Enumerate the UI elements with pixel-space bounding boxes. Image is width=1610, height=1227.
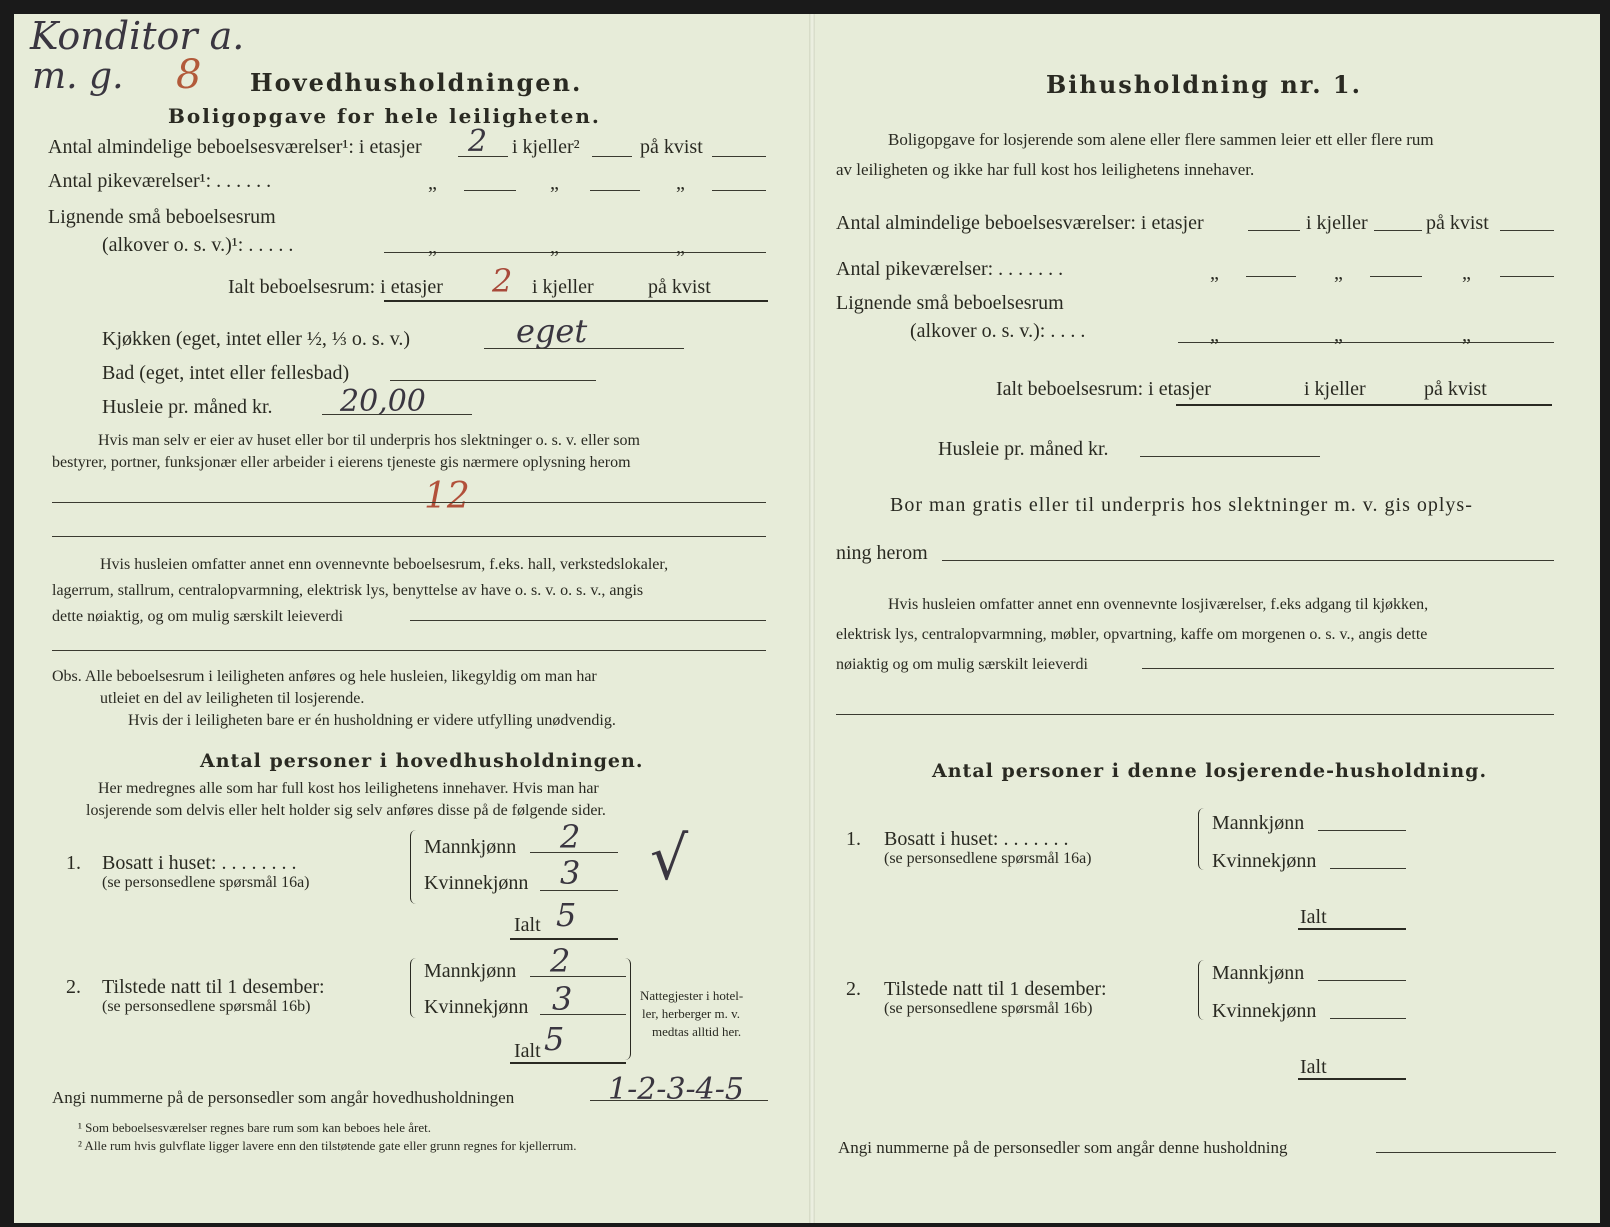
right-intro-a: Boligopgave for losjerende som alene eller flere sammen leier ett eller flere rum bbox=[888, 130, 1434, 149]
quote-mark: „ bbox=[428, 172, 437, 194]
quote-mark: „ bbox=[1334, 262, 1343, 284]
quote-mark: „ bbox=[550, 236, 559, 258]
right-q2-ialt: Ialt bbox=[1300, 1056, 1327, 1078]
quote-mark: „ bbox=[676, 172, 685, 194]
left-q2-mann: Mannkjønn bbox=[424, 960, 517, 982]
left-para1-b: bestyrer, portner, funksjonær eller arbeider i eierens tjeneste gis nærmere oplysning herom bbox=[52, 454, 631, 471]
right-q2-sub: (se personsedlene spørsmål 16b) bbox=[884, 1000, 1093, 1017]
handwritten-kjokken: eget bbox=[516, 312, 588, 350]
right-gratis-a: Bor man gratis eller til underpris hos slektninger m. v. gis oplys- bbox=[890, 494, 1473, 516]
left-row3-label-b: (alkover o. s. v.)¹: . . . . . bbox=[102, 234, 294, 256]
right-para-c: nøiaktig og om mulig særskilt leieverdi bbox=[836, 656, 1088, 673]
handwritten-etasjer: 2 bbox=[468, 124, 488, 159]
left-row1-kjeller: i kjeller² bbox=[512, 136, 580, 158]
right-row2-label: Antal pikeværelser: . . . . . . . bbox=[836, 258, 1064, 280]
right-q1-mann: Mannkjønn bbox=[1212, 812, 1305, 834]
right-row1-kjeller: i kjeller bbox=[1306, 212, 1368, 234]
left-title: Hovedhusholdningen. bbox=[250, 68, 583, 97]
quote-mark: „ bbox=[550, 172, 559, 194]
quote-mark: „ bbox=[1462, 324, 1471, 346]
right-persons-title: Antal personer i denne losjerende-husholdning. bbox=[932, 760, 1488, 782]
q1-number: 1. bbox=[846, 828, 861, 850]
handwritten-nummerne: 1-2-3-4-5 bbox=[608, 1072, 744, 1107]
natt-note-a: Nattegjester i hotel- bbox=[640, 988, 744, 1003]
left-q1-ialt: Ialt bbox=[514, 914, 541, 936]
footnote-1: ¹ Som beboelsesværelser regnes bare rum som kan beboes hele året. bbox=[78, 1120, 431, 1135]
left-para2-c: dette nøiaktig, og om mulig særskilt leieverdi bbox=[52, 608, 344, 625]
husleie-label: Husleie pr. måned kr. bbox=[102, 396, 273, 418]
q2-number: 2. bbox=[846, 978, 861, 1000]
left-ialt-kvist: på kvist bbox=[648, 276, 711, 298]
left-row2-label: Antal pikeværelser¹: . . . . . . bbox=[48, 170, 272, 192]
left-q2-label: Tilstede natt til 1 desember: bbox=[102, 976, 325, 998]
left-q1-kvinne: Kvinnekjønn bbox=[424, 872, 529, 894]
quote-mark: „ bbox=[1334, 324, 1343, 346]
quote-mark: „ bbox=[1210, 324, 1219, 346]
right-q2-kvinne: Kvinnekjønn bbox=[1212, 1000, 1317, 1022]
quote-mark: „ bbox=[1462, 262, 1471, 284]
bad-label: Bad (eget, intet eller fellesbad) bbox=[102, 362, 350, 384]
right-q2-mann: Mannkjønn bbox=[1212, 962, 1305, 984]
right-q2-label: Tilstede natt til 1 desember: bbox=[884, 978, 1107, 1000]
handwritten-bosatt-mann: 2 bbox=[560, 818, 581, 856]
handwritten-tilstede-mann: 2 bbox=[550, 942, 571, 980]
quote-mark: „ bbox=[428, 236, 437, 258]
obs-a: Obs. Alle beboelsesrum i leiligheten anføres og hele husleien, likegyldig om man har bbox=[52, 668, 597, 685]
left-q2-kvinne: Kvinnekjønn bbox=[424, 996, 529, 1018]
left-para2-a: Hvis husleien omfatter annet enn ovennevnte beboelsesrum, f.eks. hall, verkstedslokaler, bbox=[100, 556, 669, 573]
right-q1-ialt: Ialt bbox=[1300, 906, 1327, 928]
right-para-a: Hvis husleien omfatter annet enn ovennevnte losjiværelser, f.eks adgang til kjøkken, bbox=[888, 596, 1429, 613]
handwritten-corner-2: m. g. bbox=[32, 56, 124, 97]
right-row1-label: Antal almindelige beboelsesværelser: i etasjer bbox=[836, 212, 1204, 234]
right-angi: Angi nummerne på de personsedler som angår denne husholdning bbox=[838, 1138, 1288, 1157]
left-ialt-label: Ialt beboelsesrum: i etasjer bbox=[228, 276, 443, 298]
right-gratis-b: ning herom bbox=[836, 542, 928, 564]
natt-note-b: ler, herberger m. v. bbox=[642, 1006, 741, 1021]
obs-b: utleiet en del av leiligheten til losjerende. bbox=[100, 690, 365, 707]
left-row3-label-a: Lignende små beboelsesrum bbox=[48, 206, 276, 228]
left-q2-ialt: Ialt bbox=[514, 1040, 541, 1062]
handwritten-corner-3: 8 bbox=[176, 52, 202, 98]
handwritten-ialt-etasjer: 2 bbox=[492, 262, 513, 300]
right-q1-sub: (se personsedlene spørsmål 16a) bbox=[884, 850, 1092, 867]
right-title: Bihusholdning nr. 1. bbox=[1046, 70, 1362, 99]
left-subtitle: Boligopgave for hele leiligheten. bbox=[168, 104, 601, 128]
quote-mark: „ bbox=[1210, 262, 1219, 284]
quote-mark: „ bbox=[676, 236, 685, 258]
handwritten-note-12: 12 bbox=[424, 476, 470, 517]
left-persons-b: losjerende som delvis eller helt holder sig selv anføres disse på de følgende sider. bbox=[86, 802, 606, 819]
q1-number: 1. bbox=[66, 852, 81, 874]
right-q1-label: Bosatt i huset: . . . . . . . bbox=[884, 828, 1069, 850]
handwritten-corner-1: Konditor a. bbox=[30, 14, 245, 58]
left-ialt-kjeller: i kjeller bbox=[532, 276, 594, 298]
handwritten-bosatt-ialt: 5 bbox=[556, 896, 577, 934]
obs-c: Hvis der i leiligheten bare er én husholdning er videre utfylling unødvendig. bbox=[128, 712, 616, 729]
footnote-2: ² Alle rum hvis gulvflate ligger lavere enn den tilstøtende gate eller grunn regnes for kjellerrum. bbox=[78, 1138, 577, 1153]
left-q2-sub: (se personsedlene spørsmål 16b) bbox=[102, 998, 311, 1015]
right-intro-b: av leiligheten og ikke har full kost hos leilighetens innehaver. bbox=[836, 160, 1255, 179]
right-husleie-label: Husleie pr. måned kr. bbox=[938, 438, 1109, 460]
left-persons-a: Her medregnes alle som har full kost hos leilighetens innehaver. Hvis man har bbox=[98, 780, 599, 797]
page-fold bbox=[809, 14, 815, 1223]
left-q1-label: Bosatt i huset: . . . . . . . . bbox=[102, 852, 297, 874]
handwritten-bosatt-kvinne: 3 bbox=[560, 854, 581, 892]
left-angi: Angi nummerne på de personsedler som angår hovedhusholdningen bbox=[52, 1088, 515, 1107]
q2-number: 2. bbox=[66, 976, 81, 998]
left-persons-title: Antal personer i hovedhusholdningen. bbox=[200, 750, 644, 772]
left-row1-kvist: på kvist bbox=[640, 136, 703, 158]
right-para-b: elektrisk lys, centralopvarmning, møbler, opvartning, kaffe om morgenen o. s. v., angis dette bbox=[836, 626, 1428, 643]
left-row1-label: Antal almindelige beboelsesværelser¹: i etasjer bbox=[48, 136, 422, 158]
right-ialt-kjeller: i kjeller bbox=[1304, 378, 1366, 400]
kjokken-label: Kjøkken (eget, intet eller ½, ⅓ o. s. v.) bbox=[102, 328, 411, 350]
handwritten-check: √ bbox=[650, 824, 689, 894]
right-ialt-kvist: på kvist bbox=[1424, 378, 1487, 400]
left-q1-mann: Mannkjønn bbox=[424, 836, 517, 858]
left-q1-sub: (se personsedlene spørsmål 16a) bbox=[102, 874, 310, 891]
right-row1-kvist: på kvist bbox=[1426, 212, 1489, 234]
natt-note-c: medtas alltid her. bbox=[652, 1024, 742, 1039]
handwritten-tilstede-kvinne: 3 bbox=[552, 980, 573, 1018]
handwritten-husleie: 20,00 bbox=[340, 384, 426, 419]
right-row3-label-a: Lignende små beboelsesrum bbox=[836, 292, 1064, 314]
left-para1-a: Hvis man selv er eier av huset eller bor til underpris hos slektninger o. s. v. eller som bbox=[98, 432, 640, 449]
handwritten-tilstede-ialt: 5 bbox=[544, 1020, 565, 1058]
right-row3-label-b: (alkover o. s. v.): . . . . bbox=[910, 320, 1086, 342]
right-ialt-label: Ialt beboelsesrum: i etasjer bbox=[996, 378, 1211, 400]
left-para2-b: lagerrum, stallrum, centralopvarmning, elektrisk lys, benyttelse av have o. s. v. o. s. v., angis bbox=[52, 582, 644, 599]
right-q1-kvinne: Kvinnekjønn bbox=[1212, 850, 1317, 872]
